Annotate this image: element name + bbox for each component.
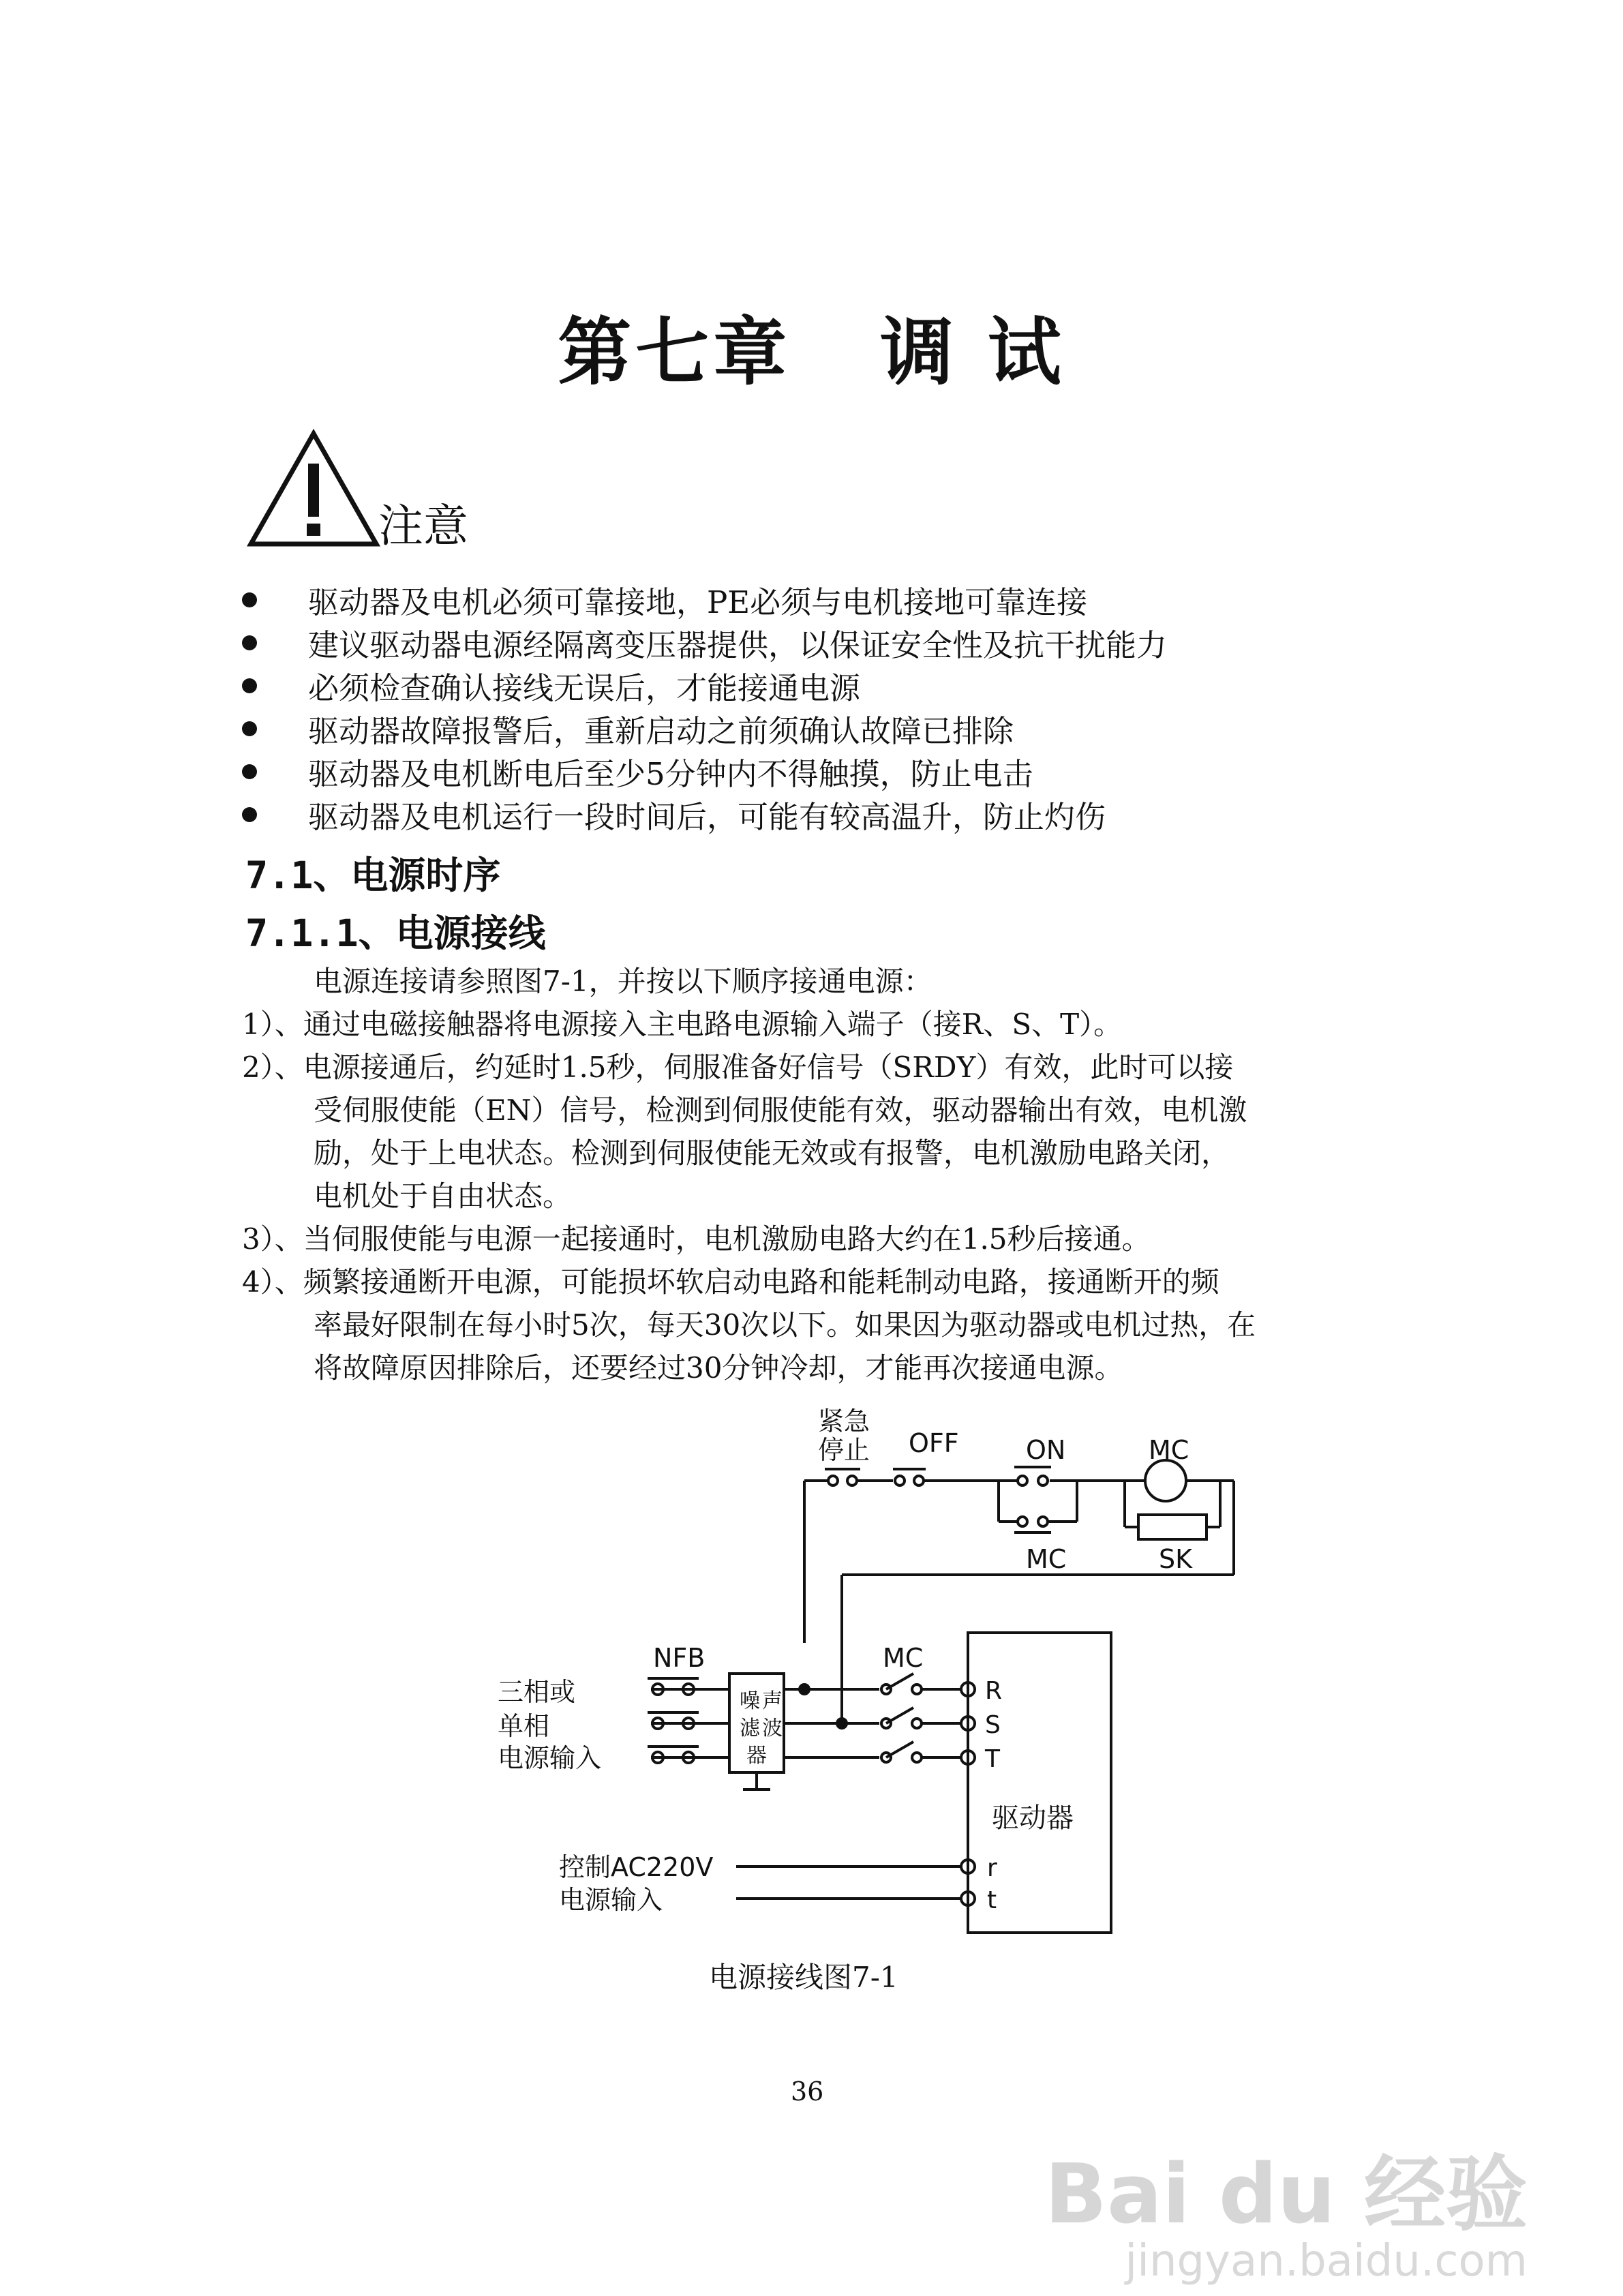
step-4-cont: 率最好限制在每小时5次，每天30次以下。如果因为驱动器或电机过热，在	[314, 1308, 1256, 1342]
terminal-s-label: S	[985, 1711, 1001, 1739]
nfb-label: NFB	[653, 1643, 706, 1673]
figure-caption: 电源接线图7-1	[709, 1961, 898, 1994]
step-4: 4）、频繁接通断开电源，可能损坏软启动电路和能耗制动电路，接通断开的频	[242, 1265, 1219, 1299]
step-1: 1）、通过电磁接触器将电源接入主电路电源输入端子（接R、S、T）。	[242, 1008, 1123, 1041]
list-item: 必须检查确认接线无误后，才能接通电源	[242, 664, 1469, 707]
watermark	[1044, 2147, 1528, 2286]
step-2-cont: 电机处于自由状态。	[314, 1179, 572, 1213]
filter-label: 滤	[740, 1717, 760, 1740]
ctrl-label: 控制AC220V	[559, 1852, 714, 1882]
section-heading: 7.1、电源时序	[245, 854, 501, 897]
ctrl-label: 电源输入	[559, 1885, 663, 1915]
input-label: 电源输入	[498, 1743, 602, 1773]
filter-label: 波	[762, 1717, 783, 1740]
input-label: 三相或	[498, 1677, 576, 1707]
list-item: 驱动器故障报警后，重新启动之前须确认故障已排除	[242, 707, 1469, 750]
step-2: 2）、电源接通后，约延时1.5秒，伺服准备好信号（SRDY）有效，此时可以接	[242, 1051, 1234, 1084]
input-label: 单相	[498, 1711, 550, 1741]
terminal-t-label: T	[985, 1745, 1000, 1773]
filter-label: 噪	[740, 1689, 760, 1713]
list-item: 建议驱动器电源经隔离变压器提供，以保证安全性及抗干扰能力	[242, 621, 1469, 664]
terminal-r2-label: r	[987, 1854, 997, 1882]
intro-text: 电源连接请参照图7-1，并按以下顺序接通电源：	[314, 965, 932, 998]
off-label: OFF	[909, 1428, 959, 1458]
sk-label: SK	[1159, 1544, 1193, 1574]
on-label: ON	[1026, 1435, 1066, 1465]
page-number: 36	[791, 2076, 824, 2106]
step-4-cont: 将故障原因排除后，还要经过30分钟冷却，才能再次接通电源。	[314, 1351, 1123, 1385]
list-item: 驱动器及电机断电后至少5分钟内不得触摸，防止电击	[242, 750, 1469, 793]
terminal-r-label: R	[985, 1677, 1003, 1705]
watermark-url: jingyan.baidu.com	[1125, 2236, 1528, 2286]
watermark-brand: Bai du 经验	[1044, 2147, 1528, 2242]
step-3: 3）、当伺服使能与电源一起接通时，电机激励电路大约在1.5秒后接通。	[242, 1222, 1151, 1256]
mc-main-label: MC	[883, 1643, 924, 1673]
warning-label: 注意	[378, 500, 468, 552]
filter-label: 声	[762, 1689, 783, 1713]
step-2-cont: 励，处于上电状态。检测到伺服使能无效或有报警，电机激励电路关闭，	[314, 1136, 1230, 1170]
mc-coil-label: MC	[1149, 1435, 1189, 1465]
driver-label: 驱动器	[992, 1802, 1074, 1834]
list-item: 驱动器及电机必须可靠接地，PE必须与电机接地可靠连接	[242, 578, 1469, 621]
chapter-title: 第七章 调 试	[558, 310, 1065, 395]
list-item: 驱动器及电机运行一段时间后，可能有较高温升，防止灼伤	[242, 793, 1469, 836]
estop-label: 紧急	[818, 1406, 870, 1436]
mc-aux-label: MC	[1026, 1544, 1067, 1574]
estop-label: 停止	[818, 1435, 870, 1465]
filter-label: 器	[746, 1744, 767, 1768]
step-2-cont: 受伺服使能（EN）信号，检测到伺服使能有效，驱动器输出有效，电机激	[314, 1093, 1247, 1127]
terminal-t2-label: t	[987, 1886, 997, 1914]
subsection-heading: 7.1.1、电源接线	[245, 911, 546, 955]
